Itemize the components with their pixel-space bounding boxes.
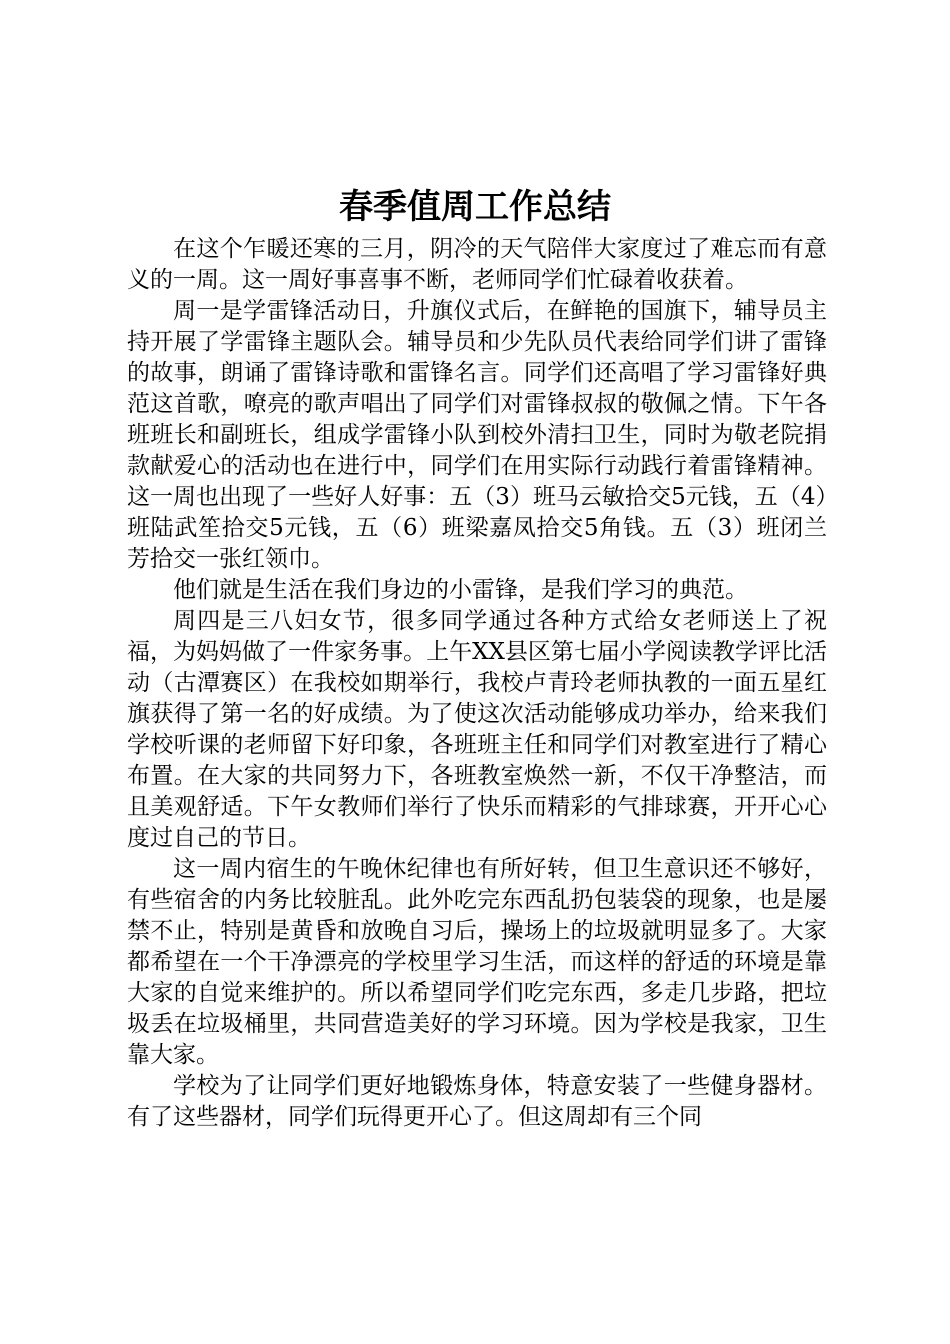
paragraph: 他们就是生活在我们身边的小雷锋，是我们学习的典范。 xyxy=(173,577,748,603)
paragraph: 周一是学雷锋活动日，升旗仪式后，在鲜艳的国旗下，辅导员主持开展了学雷锋主题队会。辅导员和少先队员代表给同学们讲了雷锋的故事，朗诵了雷锋诗歌和雷锋名言。同学们还高唱了学习雷锋好典范这首歌，嘹亮的歌声唱出了同学们对雷锋叔叔的敬佩之情。下午各班班长和副班长，组成学雷锋小队到校外清扫卫生，同时为敬老院捐款献爱心的活动也在进行中，同学们在用实际行动践行着雷锋精神。这一周也出现了一些好人好事：五（3）班马云敏拾交5元钱，五（4）班陆武笙拾交5元钱，五（6）班梁嘉凤拾交5角钱。五（3）班闭兰芳拾交一张红领巾。 xyxy=(127,298,827,572)
paragraph: 学校为了让同学们更好地锻炼身体，特意安装了一些健身器材。有了这些器材，同学们玩得更开心了。但这周却有三个同 xyxy=(127,1073,827,1130)
document-body xyxy=(127,234,827,1133)
document-title: 春季值周工作总结 xyxy=(339,187,611,227)
paragraph: 这一周内宿生的午晚休纪律也有所好转，但卫生意识还不够好，有些宿舍的内务比较脏乱。此外吃完东西乱扔包装袋的现象，也是屡禁不止，特别是黄昏和放晚自习后，操场上的垃圾就明显多了。大家都希望在一个干净漂亮的学校里学习生活，而这样的舒适的环境是靠大家的自觉来维护的。所以希望同学们吃完东西，多走几步路，把垃圾丢在垃圾桶里，共同营造美好的学习环境。因为学校是我家，卫生靠大家。 xyxy=(127,856,827,1068)
paragraph: 在这个乍暖还寒的三月，阴冷的天气陪伴大家度过了难忘而有意义的一周。这一周好事喜事不断，老师同学们忙碌着收获着。 xyxy=(127,236,827,293)
paragraph: 周四是三八妇女节，很多同学通过各种方式给女老师送上了祝福，为妈妈做了一件家务事。上午XX县区第七届小学阅读教学评比活动（古潭赛区）在我校如期举行，我校卢青玲老师执教的一面五星红旗获得了第一名的好成绩。为了使这次活动能够成功举办，给来我们学校听课的老师留下好印象，各班班主任和同学们对教室进行了精心布置。在大家的共同努力下，各班教室焕然一新，不仅干净整洁，而且美观舒适。下午女教师们举行了快乐而精彩的气排球赛，开开心心度过自己的节日。 xyxy=(127,608,827,851)
